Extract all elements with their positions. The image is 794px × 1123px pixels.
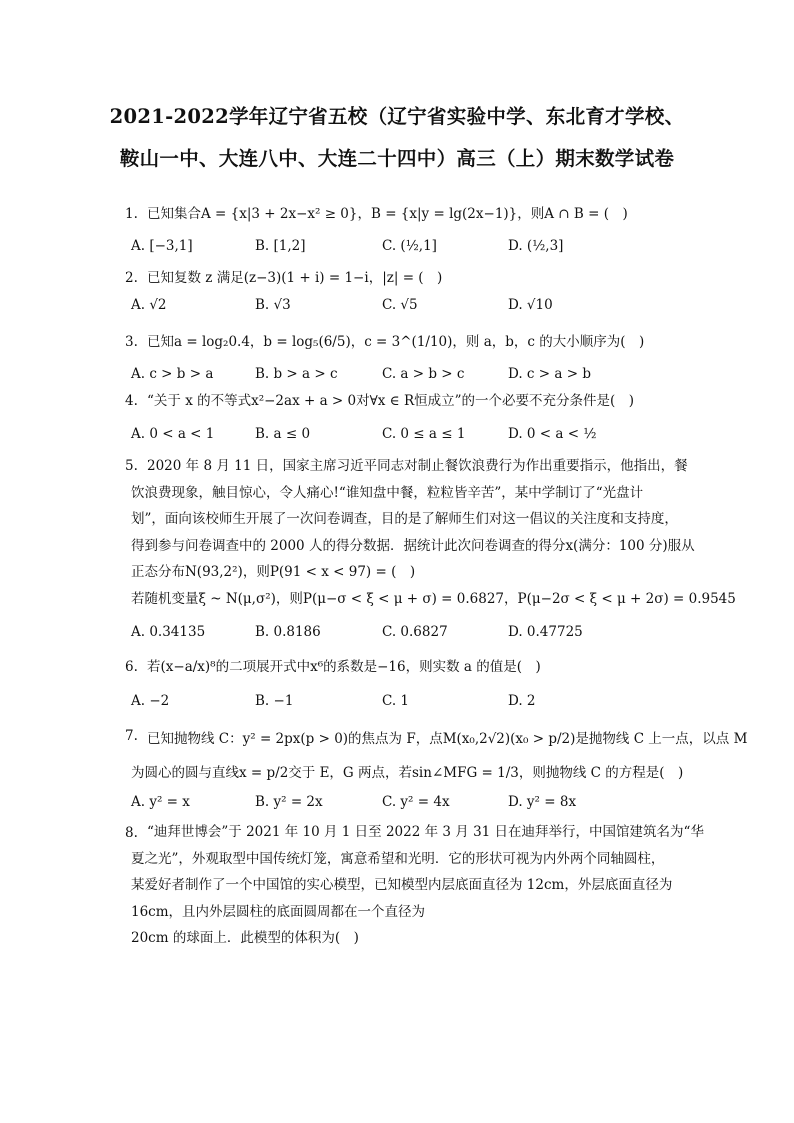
option-b[interactable]: B. [1,2] [255,238,306,254]
question-number: 6. [125,659,138,675]
question-4-options [131,424,754,444]
question-stem: 已知集合A = {x|3 + 2x−x² ≥ 0}，B = {x|y = lg(2x−1)}，则A ∩ B = ( ) [147,206,628,222]
option-d[interactable]: D. 0 < a < ½ [508,426,597,442]
option-c[interactable]: C. 0.6827 [382,624,448,640]
question-5-options [131,622,754,642]
question-1 [125,204,628,224]
question-number: 7. [125,728,138,744]
question-line: “迪拜世博会”于 2021 年 10 月 1 日至 2022 年 3 月 31 日在迪拜举行，中国馆建筑名为“华 [147,824,704,840]
question-line: 正态分布N(93,2²)，则P(91 < x < 97) = ( ) [131,564,416,580]
option-b[interactable]: B. b > a > c [255,366,338,382]
question-line: 划”，面向该校师生开展了一次问卷调查，目的是了解师生们对这一倡议的关注度和支持度， [131,511,678,527]
option-d[interactable]: D. c > a > b [508,366,591,382]
option-a[interactable]: A. [−3,1] [131,238,193,254]
option-b[interactable]: B. 0.8186 [255,624,321,640]
question-number: 8. [125,825,138,841]
question-line: 得到参与问卷调查中的 2000 人的得分数据．据统计此次问卷调查的得分x(满分：100 分)服从 [131,537,695,554]
option-c[interactable]: C. 1 [382,693,410,709]
option-d[interactable]: D. √10 [508,297,553,313]
question-stem: 已知a = log₂0.4，b = log₅(6/5)，c = 3^(1/10)，则 a，b，c 的大小顺序为( ) [147,334,645,350]
question-8 [131,819,717,952]
option-c[interactable]: C. y² = 4x [382,794,450,810]
option-c[interactable]: C. 0 ≤ a ≤ 1 [382,426,466,442]
question-line: 某爱好者制作了一个中国馆的实心模型，已知模型内层底面直径为 12cm，外层底面直径为 [131,877,673,893]
option-c[interactable]: C. (½,1] [382,238,437,254]
question-3 [125,332,644,352]
question-2-options [131,295,754,315]
question-number: 3. [125,334,138,350]
question-line: 20cm 的球面上．此模型的体积为( ) [131,930,359,946]
question-2 [125,268,442,288]
option-d[interactable]: D. 0.47725 [508,624,583,640]
question-number: 4. [125,393,138,409]
question-5-number [125,456,147,476]
question-7-options [131,792,754,812]
question-3-options [131,364,754,384]
question-stem: 已知复数 z 满足(z−3)(1 + i) = 1−i，|z| = ( ) [147,270,443,286]
option-b[interactable]: B. a ≤ 0 [255,426,311,442]
option-b[interactable]: B. −1 [255,693,294,709]
question-6 [125,657,541,677]
question-line: 16cm，且内外层圆柱的底面圆周都在一个直径为 [131,903,426,920]
question-1-options [131,236,754,256]
question-line: 饮浪费现象，触目惊心，令人痛心!“谁知盘中餐，粒粒皆辛苦”，某中学制订了“光盘计 [131,484,644,501]
question-8-number [125,823,147,843]
question-line: 2020 年 8 月 11 日，国家主席习近平同志对制止餐饮浪费行为作出重要指示，他指出，餐 [147,458,688,474]
title-line-1: 2021-2022学年辽宁省五校（辽宁省实验中学、东北育才学校、 [109,105,685,128]
option-a[interactable]: A. 0 < a < 1 [131,426,215,442]
option-c[interactable]: C. a > b > c [382,366,465,382]
title-line-2: 鞍山一中、大连八中、大连二十四中）高三（上）期末数学试卷 [119,147,675,170]
question-7 [131,722,748,790]
option-b[interactable]: B. √3 [255,297,291,313]
option-d[interactable]: D. (½,3] [508,238,564,254]
question-6-options [131,691,754,711]
question-line: 为圆心的圆与直线x = p/2交于 E，G 两点，若sin∠MFG = 1/3，则抛物线 C 的方程是( ) [131,765,684,781]
question-7-number [125,726,147,746]
question-number: 2. [125,270,138,286]
question-5 [131,453,736,612]
question-line: 若随机变量ξ ~ N(μ,σ²)，则P(μ−σ < ξ < μ + σ) = 0.6827，P(μ−2σ < ξ < μ + 2σ) = 0.9545 [131,590,736,607]
option-c[interactable]: C. √5 [382,297,418,313]
option-a[interactable]: A. c > b > a [131,366,214,382]
question-4 [125,391,634,411]
question-number: 5. [125,458,138,474]
question-stem: 若(x−a/x)⁸的二项展开式中x⁶的系数是−16，则实数 a 的值是( ) [147,659,541,675]
option-a[interactable]: A. y² = x [131,794,190,810]
option-b[interactable]: B. y² = 2x [255,794,323,810]
option-a[interactable]: A. √2 [131,297,167,313]
question-stem: “关于 x 的不等式x²−2ax + a > 0对∀x ∈ R恒成立”的一个必要不充分条件是( ) [147,393,635,409]
option-a[interactable]: A. −2 [131,693,170,709]
option-a[interactable]: A. 0.34135 [131,624,206,640]
question-line: 夏之光”，外观取型中国传统灯笼，寓意希望和光明．它的形状可视为内外两个同轴圆柱， [131,850,665,867]
option-d[interactable]: D. 2 [508,693,536,709]
option-d[interactable]: D. y² = 8x [508,794,577,810]
question-number: 1. [125,206,138,222]
question-line: 已知抛物线 C：y² = 2px(p > 0)的焦点为 F，点M(x₀,2√2)(x₀ > p/2)是抛物线 C 上一点，以点 M [147,731,748,747]
exam-title [60,96,734,180]
